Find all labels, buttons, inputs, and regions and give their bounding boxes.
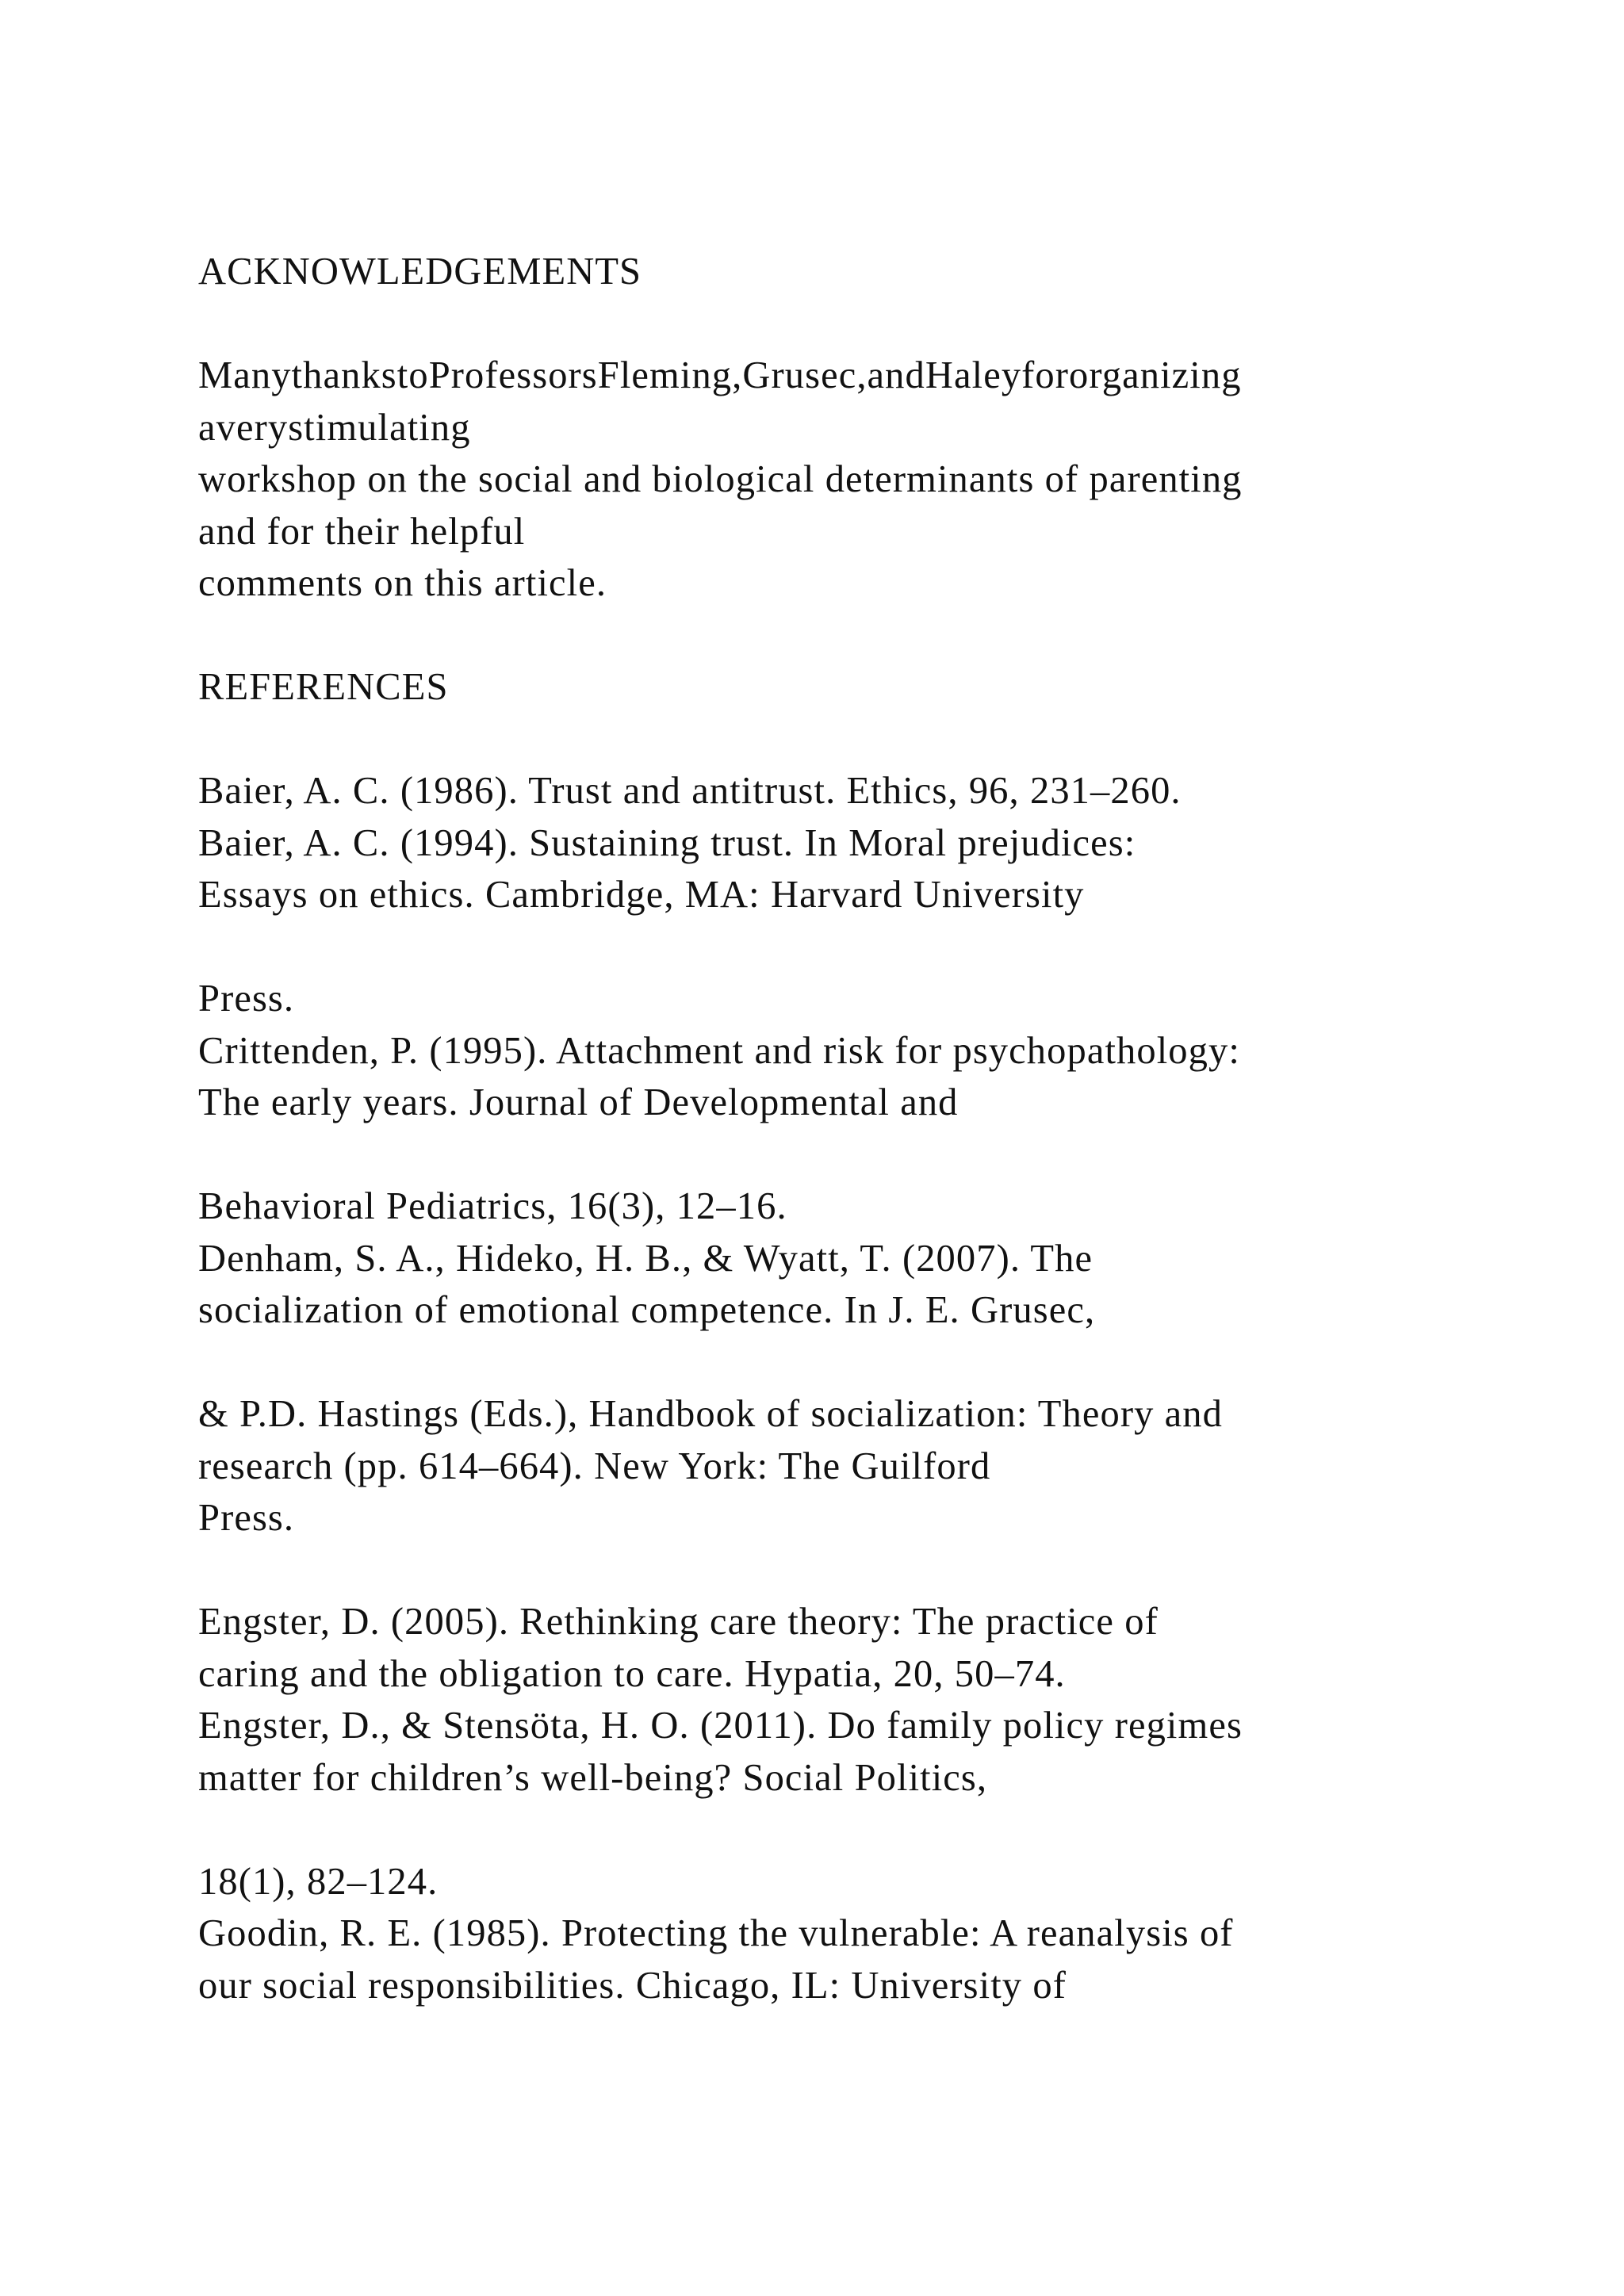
text-line: averystimulating <box>198 406 471 449</box>
reference-line: Crittenden, P. (1995). Attachment and risk for psychopathology: <box>198 1029 1240 1072</box>
text-line: and for their helpful <box>198 510 526 553</box>
blank-line <box>198 1804 1594 1856</box>
blank-line <box>198 714 1594 766</box>
blank-line <box>198 1337 1594 1389</box>
blank-line <box>198 1544 1594 1597</box>
reference-line: & P.D. Hastings (Eds.), Handbook of socialization: Theory and <box>198 1393 1223 1435</box>
reference-line: Engster, D., & Stensöta, H. O. (2011). Do family policy regimes <box>198 1705 1243 1747</box>
document-page <box>198 246 1594 2011</box>
blank-line <box>198 921 1594 974</box>
reference-line: caring and the obligation to care. Hypatia, 20, 50–74. <box>198 1652 1066 1695</box>
blank-line <box>198 1129 1594 1181</box>
reference-line: Press. <box>198 978 295 1020</box>
reference-line: our social responsibilities. Chicago, IL: University of <box>198 1964 1067 2007</box>
text-line: workshop on the social and biological determinants of parenting <box>198 458 1243 500</box>
reference-line: Denham, S. A., Hideko, H. B., & Wyatt, T. (2007). The <box>198 1237 1094 1280</box>
blank-line <box>198 610 1594 662</box>
reference-line: matter for children’s well-being? Social Politics, <box>198 1756 988 1799</box>
heading-acknowledgements: ACKNOWLEDGEMENTS <box>198 251 642 293</box>
text-line: ManythankstoProfessorsFleming,Grusec,andHaleyfororganizing <box>198 354 1242 396</box>
blank-line <box>198 298 1594 350</box>
reference-line: socialization of emotional competence. In J. E. Grusec, <box>198 1289 1096 1331</box>
reference-line: Goodin, R. E. (1985). Protecting the vulnerable: A reanalysis of <box>198 1912 1234 1954</box>
reference-line: Engster, D. (2005). Rethinking care theory: The practice of <box>198 1601 1159 1643</box>
reference-line: Baier, A. C. (1994). Sustaining trust. In Moral prejudices: <box>198 821 1136 864</box>
reference-line: research (pp. 614–664). New York: The Guilford <box>198 1445 991 1487</box>
reference-line: The early years. Journal of Developmental and <box>198 1081 959 1123</box>
reference-line: Press. <box>198 1497 295 1539</box>
heading-references: REFERENCES <box>198 666 449 708</box>
reference-line: Essays on ethics. Cambridge, MA: Harvard University <box>198 874 1085 916</box>
reference-line: Behavioral Pediatrics, 16(3), 12–16. <box>198 1185 787 1227</box>
reference-line: 18(1), 82–124. <box>198 1860 439 1903</box>
reference-line: Baier, A. C. (1986). Trust and antitrust. Ethics, 96, 231–260. <box>198 770 1182 812</box>
text-line: comments on this article. <box>198 562 607 604</box>
